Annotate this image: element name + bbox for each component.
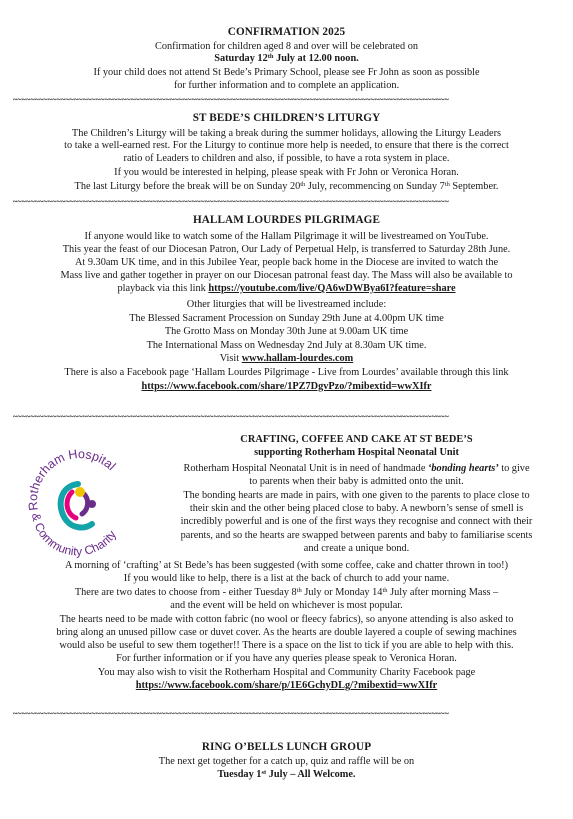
ringobells-date-suffix: st: [261, 769, 267, 776]
crafting-r1-a: Rotherham Hospital Neonatal Unit is in need of handmade: [183, 463, 428, 474]
ringobells-date: [0, 769, 573, 781]
crafting-line-4: and the event will be held on whichever is most popular.: [170, 600, 403, 611]
crafting-right-line-5: incredibly powerful and is one of the first ways they recognise and connect with their: [180, 516, 533, 527]
lourdes-line-11: There is also a Facebook page ‘Hallam Lourdes Pilgrimage - Live from Lourdes’ available through this link: [64, 367, 509, 378]
lourdes-line-1: If anyone would like to watch some of the Hallam Pilgrimage it will be livestreamed on YouTube.: [84, 231, 489, 242]
lourdes-facebook-line: [0, 381, 573, 393]
logo-text-bottom: & Community Charity: [28, 511, 119, 558]
crafting-right-line-7: and create a unique bond.: [303, 543, 410, 554]
crafting-line-8: For further information or if you have any queries please speak to Veronica Horan.: [116, 653, 457, 664]
crafting-l3-b: July or Monday 14: [301, 587, 383, 598]
crafting-suffix-1: th: [296, 587, 302, 594]
confirmation-date-suffix: th: [267, 53, 274, 60]
lourdes-line-4: Mass live and gather together in prayer on our Diocesan patronal feast day. The Mass will also be available to: [60, 270, 513, 281]
crafting-line-9: You may also wish to visit the Rotherham Hospital and Community Charity Facebook page: [97, 667, 476, 678]
rotherham-charity-logo: [18, 440, 138, 558]
crafting-right-line-3: The bonding hearts are made in pairs, with one given to the parents to place close to: [183, 490, 530, 501]
confirmation-heading: CONFIRMATION 2025: [227, 26, 346, 38]
svg-text:Rotherham Hospital: [26, 447, 118, 511]
bonding-hearts-text: ‘bonding hearts’: [427, 463, 499, 474]
confirmation-line-4: for further information and to complete an application.: [173, 80, 400, 91]
rotherham-facebook-link[interactable]: https://www.facebook.com/share/p/1E6GchyDLg/?mibextid=wwXIfr: [135, 680, 438, 691]
youtube-link[interactable]: https://youtube.com/live/QA6wDWBya6I?feature=share: [208, 283, 456, 294]
confirmation-date-rest: July at 12.00 noon.: [273, 53, 359, 64]
liturgy-line-1: The Children’s Liturgy will be taking a break during the summer holidays, allowing the Liturgy Leaders: [71, 128, 502, 139]
lourdes-line-2: This year the feast of our Diocesan Patron, Our Lady of Perpetual Help, is transferred to Saturday 28th June.: [62, 244, 511, 255]
lourdes-visit-text: Visit: [219, 353, 242, 364]
crafting-facebook-line: [0, 680, 573, 692]
crafting-right-line-6: parents, and so the hearts are swapped between parents and baby to familiarise scents: [180, 530, 533, 541]
lourdes-line-10: [0, 353, 573, 365]
ringobells-date-text: Tuesday 1: [217, 769, 262, 780]
crafting-r1-c: to give: [498, 463, 530, 474]
crafting-line-2: If you would like to help, there is a list at the back of church to add your name.: [123, 573, 450, 584]
crafting-suffix-2: th: [382, 587, 388, 594]
liturgy-line-5-a: The last Liturgy before the break will be on Sunday 20: [74, 181, 301, 192]
lourdes-facebook-link[interactable]: https://www.facebook.com/share/1PZ7DgvPzo/?mibextid=wwXIfr: [141, 381, 432, 392]
crafting-line-3: [0, 587, 573, 599]
liturgy-line-4: If you would be interested in helping, please speak with Fr John or Veronica Horan.: [114, 167, 459, 178]
liturgy-line-3: ratio of Leaders to children and also, if possible, to have a rota system in place.: [123, 153, 450, 164]
liturgy-suffix-2: th: [444, 181, 450, 188]
crafting-subheading: supporting Rotherham Hospital Neonatal Unit: [254, 447, 459, 458]
separator-4: ~~~~~~~~~~~~~~~~~~~~~~~~~~~~~~~~~~~~~~~~~~~~~~~~~~~~~~~~~~~~~~~~~~~~~~~~~~~~~~~~~~~~~~~~~~~~~~~~~~~~: [13, 710, 450, 718]
liturgy-line-5-b: July, recommencing on Sunday 7: [305, 181, 445, 192]
confirmation-date-text: Saturday 12: [214, 53, 268, 64]
ringobells-line-1: The next get together for a catch up, quiz and raffle will be on: [158, 756, 415, 767]
crafting-line-6: bring along an unused pillow case or duvet cover. As the hearts are double layered a couple of sewing machines: [56, 627, 517, 638]
crafting-l3-a: There are two dates to choose from - either Tuesday 8: [74, 587, 297, 598]
confirmation-line-3: If your child does not attend St Bede’s Primary School, please see Fr John as soon as possible: [93, 67, 480, 78]
confirmation-date: [0, 53, 573, 65]
ringobells-heading: RING O’BELLS LUNCH GROUP: [201, 741, 372, 753]
crafting-line-5: The hearts need to be made with cotton fabric (no wool or fleecy fabrics), so anyone attending is also asked to: [59, 614, 514, 625]
separator-2: ~~~~~~~~~~~~~~~~~~~~~~~~~~~~~~~~~~~~~~~~~~~~~~~~~~~~~~~~~~~~~~~~~~~~~~~~~~~~~~~~~~~~~~~~~~~~~~~~~~~~: [13, 198, 450, 206]
liturgy-line-5: [0, 181, 573, 193]
logo-text-top: Rotherham Hospital: [25, 446, 119, 512]
liturgy-line-2: to take a well-earned rest. For the Liturgy to continue more help is needed, to ensure that there is the correct: [64, 140, 509, 151]
ringobells-date-rest: July – All Welcome.: [266, 769, 356, 780]
logo-emblem: [61, 484, 96, 527]
separator-1: ~~~~~~~~~~~~~~~~~~~~~~~~~~~~~~~~~~~~~~~~~~~~~~~~~~~~~~~~~~~~~~~~~~~~~~~~~~~~~~~~~~~~~~~~~~~~~~~~~~~~: [13, 96, 450, 104]
lourdes-line-9: The International Mass on Wednesday 2nd July at 8.30am UK time.: [146, 340, 427, 351]
crafting-right-line-4: their skin and the other being placed close to baby. A newborn’s sense of smell is: [189, 503, 524, 514]
lourdes-link-intro: playback via this link: [117, 283, 209, 294]
liturgy-heading: ST BEDE’S CHILDREN’S LITURGY: [192, 112, 381, 124]
crafting-line-1: A morning of ‘crafting’ at St Bede’s has been suggested (with some coffee, cake and chatter thrown in too!): [64, 560, 509, 571]
lourdes-line-7: The Blessed Sacrament Procession on Sunday 29th June at 4.00pm UK time: [129, 313, 444, 324]
lourdes-line-3: At 9.30am UK time, and in this Jubilee Year, people back home in the Diocese are invited to watch the: [74, 257, 499, 268]
crafting-line-7: would also be useful to sew them together!! There is a space on the list to tick if you are able to help with this.: [59, 640, 514, 651]
hallam-lourdes-site-link[interactable]: www.hallam-lourdes.com: [241, 353, 354, 364]
confirmation-line-1: Confirmation for children aged 8 and over will be celebrated on: [154, 41, 419, 52]
separator-3: ~~~~~~~~~~~~~~~~~~~~~~~~~~~~~~~~~~~~~~~~~~~~~~~~~~~~~~~~~~~~~~~~~~~~~~~~~~~~~~~~~~~~~~~~~~~~~~~~~~~~: [13, 413, 450, 421]
lourdes-line-5: [0, 283, 573, 295]
liturgy-suffix-1: th: [300, 181, 306, 188]
lourdes-line-8: The Grotto Mass on Monday 30th June at 9.00am UK time: [164, 326, 409, 337]
crafting-right-line-1: [140, 463, 573, 475]
liturgy-line-5-c: September.: [449, 181, 499, 192]
crafting-l3-c: July after morning Mass –: [387, 587, 499, 598]
crafting-heading: CRAFTING, COFFEE AND CAKE AT ST BEDE’S: [240, 434, 473, 445]
lourdes-line-6: Other liturgies that will be livestreamed include:: [186, 299, 387, 310]
crafting-right-line-2: to parents when their baby is admitted onto the unit.: [249, 476, 464, 487]
lourdes-heading: HALLAM LOURDES PILGRIMAGE: [192, 214, 381, 226]
